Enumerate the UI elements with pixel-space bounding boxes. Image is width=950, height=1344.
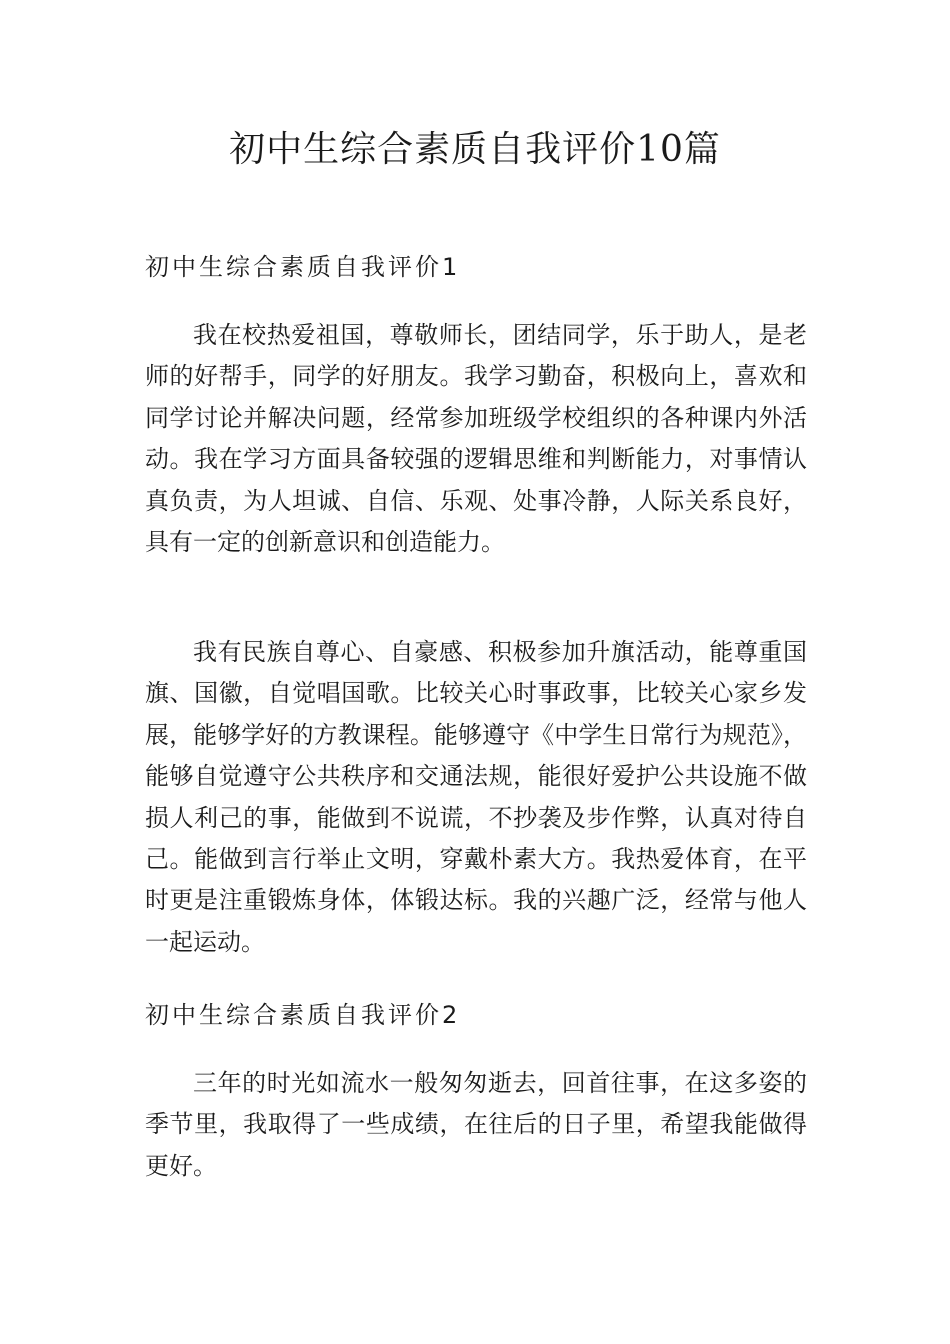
- document-title: 初中生综合素质自我评价10篇: [229, 129, 721, 170]
- section-1-paragraph-1: 我在校热爱祖国，尊敬师长，团结同学，乐于助人，是老师的好帮手，同学的好朋友。我学习勤奋，积极向上，喜欢和同学讨论并解决问题，经常参加班级学校组织的各种课内外活动。我在学习方面具备较强的逻辑思维和判断能力，对事情认真负责，为人坦诚、自信、乐观、处事冷静，人际关系良好，具有一定的创新意识和创造能力。: [145, 321, 807, 557]
- section-1-paragraph-2: 我有民族自尊心、自豪感、积极参加升旗活动，能尊重国旗、国徽，自觉唱国歌。比较关心时事政事，比较关心家乡发展，能够学好的方教课程。能够遵守《中学生日常行为规范》，能够自觉遵守公共秩序和交通法规，能很好爱护公共设施不做损人利己的事，能做到不说谎，不抄袭及步作弊，认真对待自己。能做到言行举止文明，穿戴朴素大方。我热爱体育，在平时更是注重锻炼身体，体锻达标。我的兴趣广泛，经常与他人一起运动。: [145, 638, 807, 956]
- section-2-paragraph-1: 三年的时光如流水一般匆匆逝去，回首往事，在这多姿的季节里，我取得了一些成绩，在往后的日子里，希望我能做得更好。: [145, 1069, 807, 1180]
- section-heading-1: 初中生综合素质自我评价1: [145, 253, 461, 281]
- section-heading-2: 初中生综合素质自我评价2: [145, 1001, 461, 1029]
